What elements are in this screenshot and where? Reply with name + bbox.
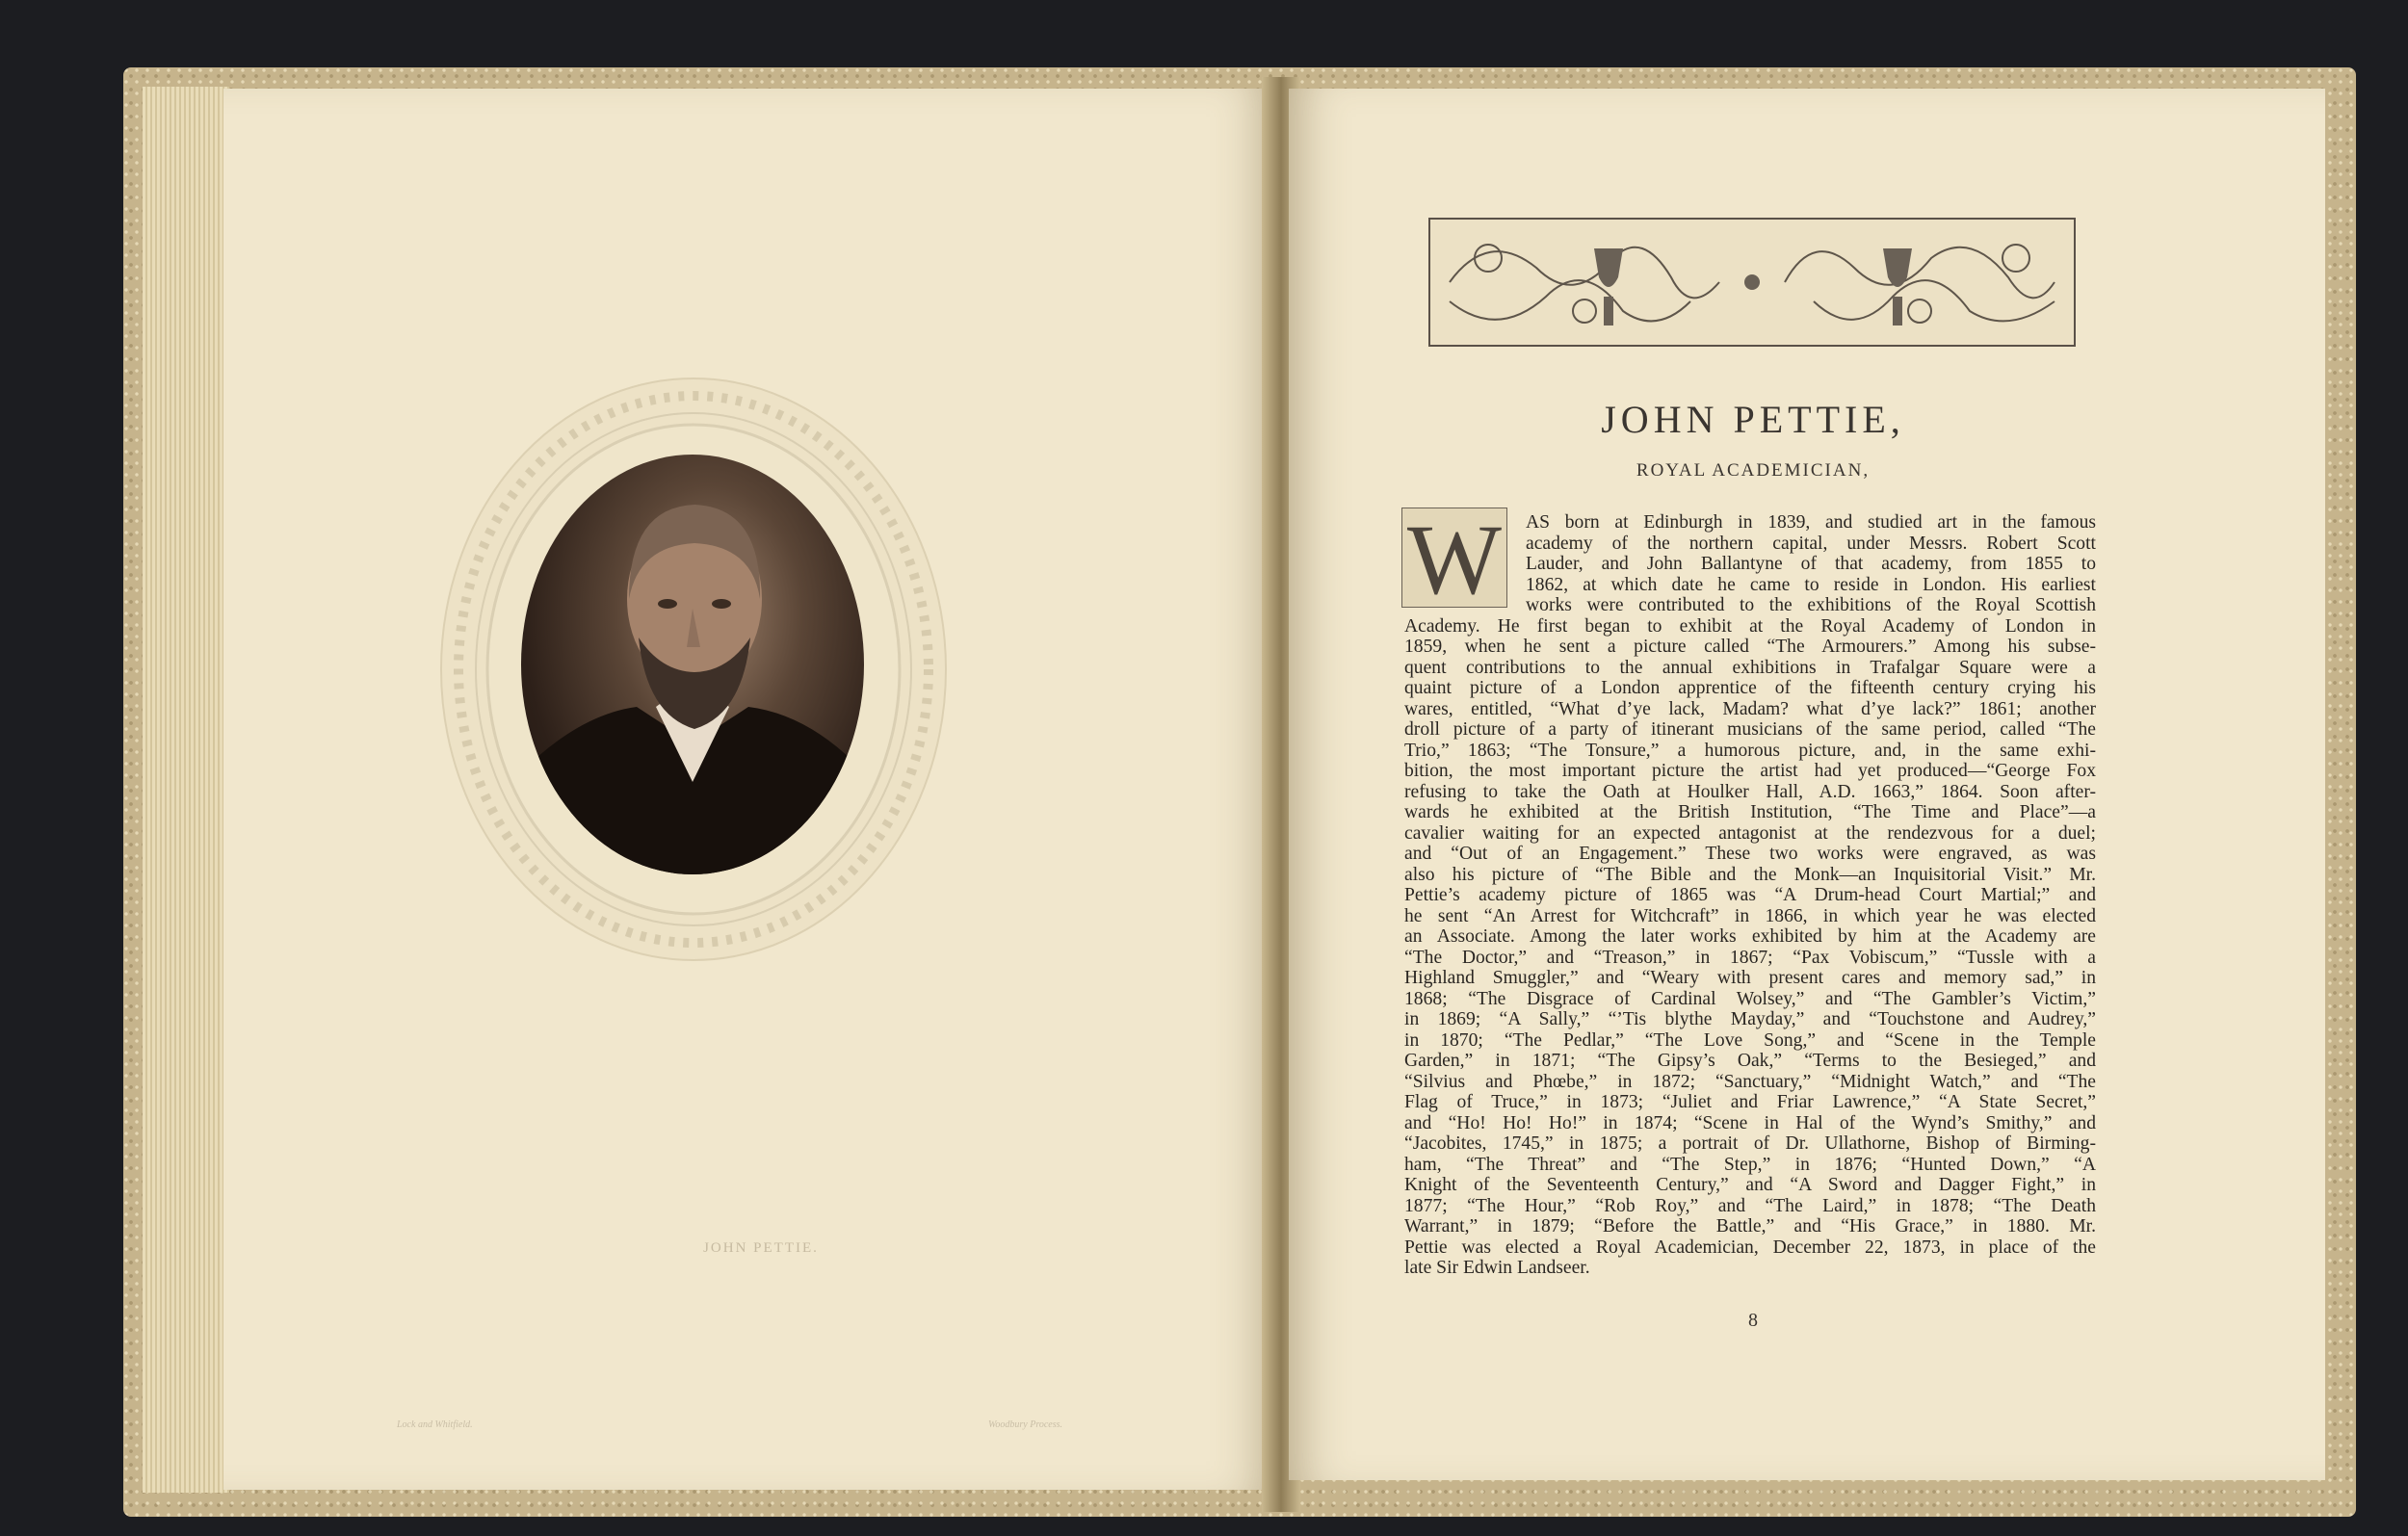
portrait-caption: JOHN PETTIE. — [703, 1240, 819, 1256]
body-line: quaint picture of a London apprentice of the fifteenth century crying his — [1404, 678, 2096, 698]
body-line: wards he exhibited at the British Institution, “The Time and Place”—a — [1404, 802, 2096, 822]
page-title: JOHN PETTIE, — [1601, 398, 1905, 441]
body-line: ham, “The Threat” and “The Step,” in 1876; “Hunted Down,” “A — [1404, 1154, 2096, 1175]
photographer-credit: Lock and Whitfield. — [397, 1419, 473, 1430]
body-line: “Silvius and Phœbe,” in 1872; “Sanctuary,” “Midnight Watch,” and “The — [1404, 1071, 2096, 1092]
body-line: Pettie was elected a Royal Academician, December 22, 1873, in place of the — [1404, 1237, 2096, 1258]
body-line: “The Doctor,” and “Treason,” in 1867; “Pax Vobiscum,” “Tussle with a — [1404, 947, 2096, 968]
body-line: Trio,” 1863; “The Tonsure,” a humorous picture, and, in the same exhi- — [1404, 740, 2096, 761]
body-line: Warrant,” in 1879; “Before the Battle,” and “His Grace,” in 1880. Mr. — [1404, 1216, 2096, 1237]
body-line: academy of the northern capital, under Messrs. Robert Scott — [1526, 533, 2096, 554]
drop-cap-letter: W — [1406, 505, 1503, 615]
body-line: works were contributed to the exhibitions of the Royal Scottish — [1526, 595, 2096, 615]
body-line: Academy. He first began to exhibit at the Royal Academy of London in — [1404, 615, 2096, 637]
body-line: wares, entitled, “What d’ye lack, Madam? what d’ye lack?” 1861; another — [1404, 698, 2096, 719]
decorative-headpiece — [1428, 218, 2076, 347]
page-edges — [143, 87, 229, 1493]
body-line: bition, the most important picture the artist had yet produced—“George Fox — [1404, 761, 2096, 781]
body-line: cavalier waiting for an expected antagonist at the rendezvous for a duel; — [1404, 822, 2096, 844]
biography-text — [1404, 512, 2096, 1279]
body-line: he sent “An Arrest for Witchcraft” in 1866, in which year he was elected — [1404, 905, 2096, 926]
body-line: and “Ho! Ho! Ho!” in 1874; “Scene in Hal of the Wynd’s Smithy,” and — [1404, 1112, 2096, 1133]
body-line: 1868; “The Disgrace of Cardinal Wolsey,” and “The Gambler’s Victim,” — [1404, 988, 2096, 1009]
body-line: in 1869; “A Sally,” “’Tis blythe Mayday,” and “Touchstone and Audrey,” — [1404, 1009, 2096, 1029]
body-line: refusing to take the Oath at Houlker Hall, A.D. 1663,” 1864. Soon after- — [1404, 781, 2096, 802]
body-line: “Jacobites, 1745,” in 1875; a portrait of Dr. Ullathorne, Bishop of Birming- — [1404, 1133, 2096, 1154]
body-line: 1862, at which date he came to reside in London. His earliest — [1526, 574, 2096, 595]
body-line: Knight of the Seventeenth Century,” and “A Sword and Dagger Fight,” in — [1404, 1175, 2096, 1195]
process-credit: Woodbury Process. — [988, 1419, 1063, 1430]
body-line: AS born at Edinburgh in 1839, and studied art in the famous — [1526, 512, 2096, 533]
body-line: droll picture of a party of itinerant musicians of the same period, called “The — [1404, 719, 2096, 740]
body-line: also his picture of “The Bible and the Monk—an Inquisitorial Visit.” Mr. — [1404, 864, 2096, 885]
page-subtitle: ROYAL ACADEMICIAN, — [1636, 460, 1871, 481]
page-number: 8 — [1748, 1310, 1758, 1331]
body-line: late Sir Edwin Landseer. — [1404, 1258, 1590, 1278]
body-line: 1859, when he sent a picture called “The Armourers.” Among his subse- — [1404, 637, 2096, 657]
body-line: Pettie’s academy picture of 1865 was “A Drum-head Court Martial;” and — [1404, 885, 2096, 905]
body-line: in 1870; “The Pedlar,” “The Love Song,” and “Scene in the Temple — [1404, 1029, 2096, 1051]
body-line: quent contributions to the annual exhibitions in Trafalgar Square were a — [1404, 657, 2096, 678]
portrait-photograph — [521, 455, 864, 874]
body-line: Highland Smuggler,” and “Weary with present cares and memory sad,” in — [1404, 968, 2096, 988]
body-line: an Associate. Among the later works exhibited by him at the Academy are — [1404, 926, 2096, 947]
body-line: Lauder, and John Ballantyne of that academy, from 1855 to — [1526, 554, 2096, 574]
body-line: 1877; “The Hour,” “Rob Roy,” and “The Laird,” in 1878; “The Death — [1404, 1195, 2096, 1216]
body-line: and “Out of an Engagement.” These two works were engraved, as was — [1404, 844, 2096, 864]
body-line: Flag of Truce,” in 1873; “Juliet and Friar Lawrence,” “A State Secret,” — [1404, 1092, 2096, 1112]
body-line: Garden,” in 1871; “The Gipsy’s Oak,” “Terms to the Besieged,” and — [1404, 1051, 2096, 1071]
